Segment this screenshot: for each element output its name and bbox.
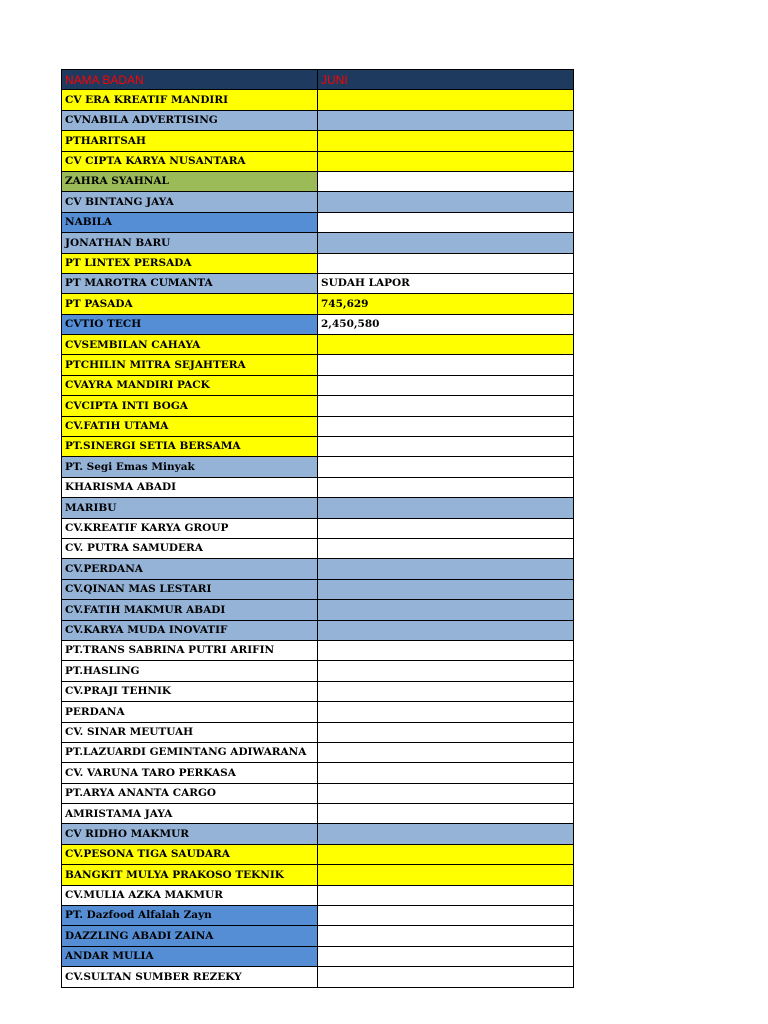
cell-juni[interactable] [318,844,574,864]
cell-nama-badan[interactable]: MARIBU [62,498,318,518]
table-row [62,233,574,253]
cell-nama-badan[interactable]: PT.LAZUARDI GEMINTANG ADIWARANA [62,742,318,762]
table-row [62,131,574,151]
cell-juni[interactable] [318,518,574,538]
table-row [62,437,574,457]
cell-juni[interactable] [318,375,574,395]
cell-nama-badan[interactable]: CV. PUTRA SAMUDERA [62,538,318,558]
cell-juni[interactable] [318,396,574,416]
cell-juni[interactable] [318,151,574,171]
cell-nama-badan[interactable]: PT LINTEX PERSADA [62,253,318,273]
cell-juni[interactable] [318,885,574,905]
table-row [62,906,574,926]
cell-nama-badan[interactable]: CV.QINAN MAS LESTARI [62,579,318,599]
cell-nama-badan[interactable]: CV. SINAR MEUTUAH [62,722,318,742]
cell-juni[interactable] [318,865,574,885]
cell-juni[interactable]: 2,450,580 [318,314,574,334]
header-row [62,70,574,90]
company-report-table [61,69,574,988]
cell-nama-badan[interactable]: ZAHRA SYAHNAL [62,171,318,191]
cell-nama-badan[interactable]: PT MAROTRA CUMANTA [62,273,318,293]
table-row [62,967,574,987]
cell-juni[interactable] [318,437,574,457]
cell-nama-badan[interactable]: PERDANA [62,702,318,722]
cell-juni[interactable] [318,742,574,762]
cell-juni[interactable] [318,559,574,579]
cell-nama-badan[interactable]: CV CIPTA KARYA NUSANTARA [62,151,318,171]
cell-nama-badan[interactable]: CV.SULTAN SUMBER REZEKY [62,967,318,987]
cell-nama-badan[interactable]: CV.KREATIF KARYA GROUP [62,518,318,538]
table-row [62,844,574,864]
cell-nama-badan[interactable]: CV. VARUNA TARO PERKASA [62,763,318,783]
cell-juni[interactable] [318,110,574,130]
cell-nama-badan[interactable]: CVAYRA MANDIRI PACK [62,375,318,395]
table-row [62,192,574,212]
table-row [62,375,574,395]
table-row [62,865,574,885]
cell-juni[interactable] [318,946,574,966]
cell-juni[interactable] [318,192,574,212]
cell-nama-badan[interactable]: PTHARITSAH [62,131,318,151]
cell-juni[interactable] [318,620,574,640]
cell-nama-badan[interactable]: KHARISMA ABADI [62,477,318,497]
cell-nama-badan[interactable]: PT.SINERGI SETIA BERSAMA [62,437,318,457]
table-row [62,416,574,436]
table-row [62,253,574,273]
table-row [62,110,574,130]
cell-juni[interactable] [318,171,574,191]
cell-juni[interactable] [318,702,574,722]
table-row [62,477,574,497]
table-row [62,722,574,742]
cell-nama-badan[interactable]: CV.PESONA TIGA SAUDARA [62,844,318,864]
cell-juni[interactable] [318,783,574,803]
cell-nama-badan[interactable]: PT.ARYA ANANTA CARGO [62,783,318,803]
cell-nama-badan[interactable]: PT.HASLING [62,661,318,681]
table-row [62,90,574,110]
header-juni[interactable]: JUNI [318,70,574,90]
table-row [62,396,574,416]
cell-juni[interactable] [318,681,574,701]
cell-nama-badan[interactable]: CV.PRAJI TEHNIK [62,681,318,701]
table-row [62,212,574,232]
table-row [62,946,574,966]
table-row [62,335,574,355]
cell-nama-badan[interactable]: CV RIDHO MAKMUR [62,824,318,844]
cell-juni[interactable] [318,640,574,660]
cell-juni[interactable] [318,600,574,620]
cell-juni[interactable] [318,498,574,518]
cell-nama-badan[interactable]: PT. Dazfood Alfalah Zayn [62,906,318,926]
cell-juni[interactable] [318,131,574,151]
cell-juni[interactable] [318,355,574,375]
cell-juni[interactable] [318,926,574,946]
table-row [62,294,574,314]
cell-nama-badan[interactable]: PT.TRANS SABRINA PUTRI ARIFIN [62,640,318,660]
cell-nama-badan[interactable]: DAZZLING ABADI ZAINA [62,926,318,946]
cell-nama-badan[interactable]: CVCIPTA INTI BOGA [62,396,318,416]
table-body [62,90,574,987]
table-row [62,273,574,293]
cell-nama-badan[interactable]: ANDAR MULIA [62,946,318,966]
cell-juni[interactable] [318,906,574,926]
cell-juni[interactable] [318,804,574,824]
table-row [62,783,574,803]
cell-nama-badan[interactable]: CV.FATIH MAKMUR ABADI [62,600,318,620]
cell-juni[interactable] [318,579,574,599]
cell-juni[interactable] [318,722,574,742]
cell-juni[interactable] [318,335,574,355]
cell-juni[interactable] [318,824,574,844]
cell-nama-badan[interactable]: CVTIO TECH [62,314,318,334]
table-row [62,702,574,722]
cell-juni[interactable] [318,416,574,436]
table-row [62,151,574,171]
table-row [62,661,574,681]
cell-nama-badan[interactable]: NABILA [62,212,318,232]
table-row [62,518,574,538]
cell-juni[interactable] [318,538,574,558]
table-row [62,885,574,905]
cell-juni[interactable]: 745,629 [318,294,574,314]
table-row [62,620,574,640]
cell-juni[interactable] [318,661,574,681]
table-row [62,763,574,783]
cell-juni[interactable] [318,233,574,253]
cell-nama-badan[interactable]: PTCHILIN MITRA SEJAHTERA [62,355,318,375]
cell-nama-badan[interactable]: CVNABILA ADVERTISING [62,110,318,130]
cell-nama-badan[interactable]: PT. Segi Emas Minyak [62,457,318,477]
table-row [62,681,574,701]
cell-nama-badan[interactable]: CV ERA KREATIF MANDIRI [62,90,318,110]
table-row [62,559,574,579]
cell-nama-badan[interactable]: BANGKIT MULYA PRAKOSO TEKNIK [62,865,318,885]
cell-juni[interactable] [318,967,574,987]
cell-nama-badan[interactable]: CV.KARYA MUDA INOVATIF [62,620,318,640]
header-nama-badan[interactable]: NAMA BADAN [62,70,318,90]
table-row [62,314,574,334]
cell-nama-badan[interactable]: CV.MULIA AZKA MAKMUR [62,885,318,905]
cell-nama-badan[interactable]: CVSEMBILAN CAHAYA [62,335,318,355]
cell-juni[interactable] [318,253,574,273]
table-row [62,171,574,191]
cell-juni[interactable]: SUDAH LAPOR [318,273,574,293]
cell-juni[interactable] [318,90,574,110]
table-row [62,824,574,844]
cell-nama-badan[interactable]: CV.PERDANA [62,559,318,579]
cell-nama-badan[interactable]: CV BINTANG JAYA [62,192,318,212]
cell-nama-badan[interactable]: CV.FATIH UTAMA [62,416,318,436]
table-row [62,579,574,599]
table-row [62,498,574,518]
cell-nama-badan[interactable]: PT PASADA [62,294,318,314]
table-row [62,355,574,375]
table-row [62,457,574,477]
table-row [62,742,574,762]
cell-nama-badan[interactable]: JONATHAN BARU [62,233,318,253]
cell-juni[interactable] [318,212,574,232]
table-row [62,804,574,824]
table-row [62,926,574,946]
table-row [62,538,574,558]
cell-juni[interactable] [318,477,574,497]
cell-juni[interactable] [318,763,574,783]
cell-nama-badan[interactable]: AMRISTAMA JAYA [62,804,318,824]
cell-juni[interactable] [318,457,574,477]
table-row [62,600,574,620]
table-row [62,640,574,660]
